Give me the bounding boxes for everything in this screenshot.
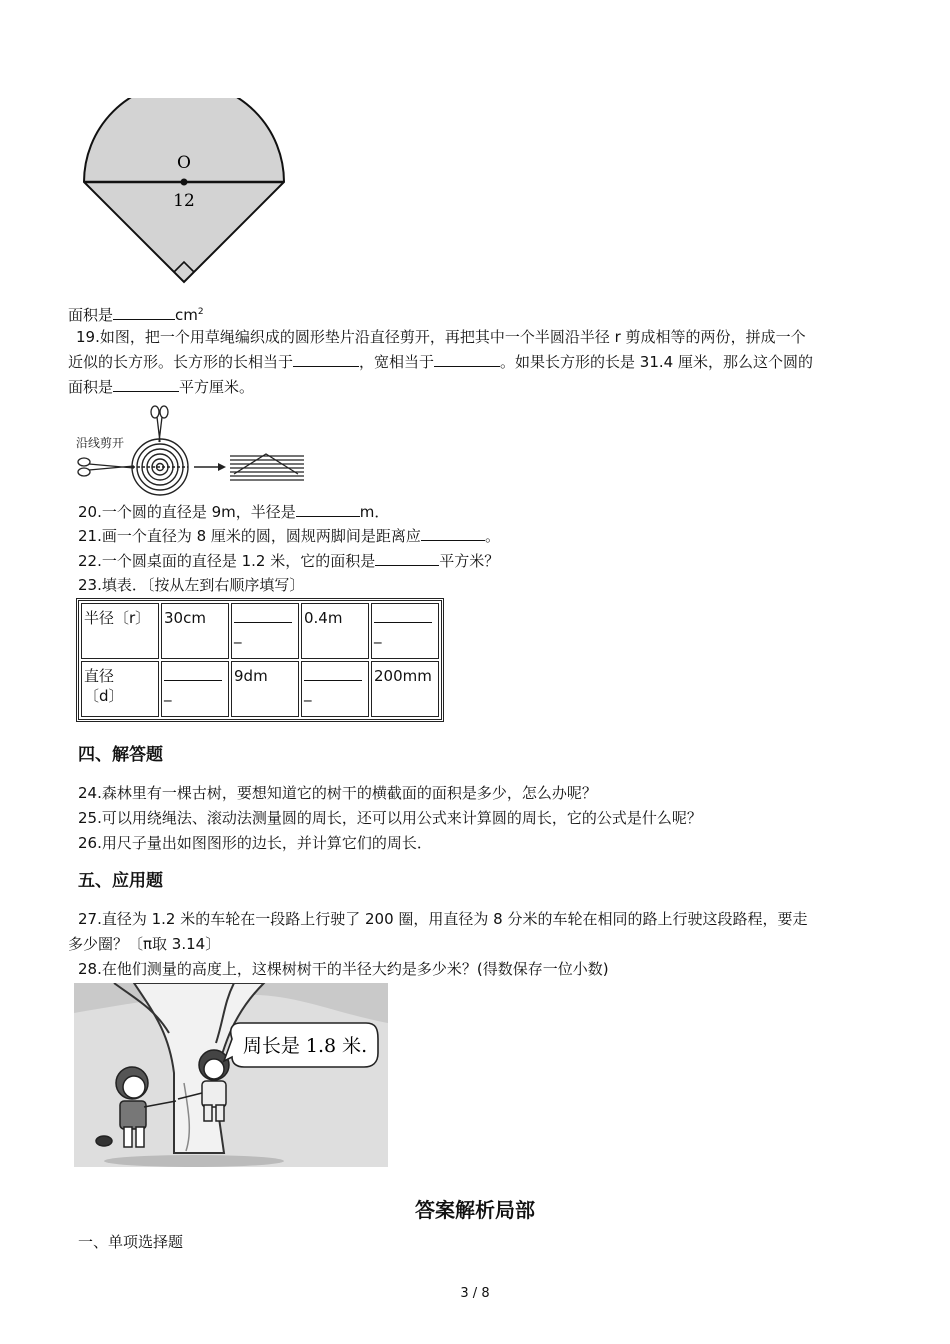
answer-blank[interactable] [375, 551, 439, 566]
table-cell: 0.4m [301, 603, 369, 659]
rectangle-strips-icon [230, 454, 304, 480]
bubble-text: 周长是 1.8 米. [242, 1035, 368, 1057]
table-cell[interactable]: _ [231, 603, 299, 659]
answer-blank[interactable] [374, 608, 432, 623]
tree-measure-figure [74, 983, 388, 1167]
answer-blank[interactable] [434, 352, 500, 367]
mat-cut-figure [76, 402, 311, 498]
answer-subtitle: 一、单项选择题 [78, 1233, 184, 1251]
table-row [81, 661, 439, 717]
q23-text: 23.填表．〔按从左到右顺序填写〕 [78, 576, 305, 594]
table-cell: 直径 〔d〕 [81, 661, 159, 717]
answer-title: 答案解析局部 [415, 1198, 535, 1222]
arrow-right-icon [194, 463, 226, 471]
table-cell: 200mm [371, 661, 439, 717]
answer-blank[interactable] [113, 305, 175, 320]
q21: 21.画一个直径为 8 厘米的圆，圆规两脚间是距离应 。 [78, 527, 500, 545]
answer-blank[interactable] [421, 526, 485, 541]
section-4-title: 四、解答题 [78, 745, 163, 765]
q26: 26.用尺子量出如图图形的边长，并计算它们的周长． [78, 834, 432, 852]
table-cell: 半径〔r〕 [81, 603, 159, 659]
scissors-top-icon [151, 406, 168, 442]
q27-line2: 多少圈？〔π取 3.14〕 [68, 935, 221, 953]
page-number: 3 / 8 [460, 1286, 490, 1301]
cut-label: 沿线剪开 [76, 436, 125, 450]
speech-bubble [224, 1023, 378, 1067]
table-cell: 9dm [231, 661, 299, 717]
answer-blank[interactable] [164, 666, 222, 681]
answer-blank[interactable] [304, 666, 362, 681]
semicircle-triangle-figure [76, 98, 296, 288]
answer-blank[interactable] [293, 352, 359, 367]
q28: 28.在他们测量的高度上，这棵树树干的半径大约是多少米？(得数保存一位小数) [78, 960, 609, 978]
q19-line3: 面积是 平方厘米。 [68, 378, 255, 396]
q25: 25.可以用绕绳法、滚动法测量圆的周长，还可以用公式来计算圆的周长，它的公式是什么呢？ [78, 809, 702, 827]
rope-mat-icon [132, 439, 188, 495]
section-5-title: 五、应用题 [78, 871, 163, 891]
q22: 22.一个圆桌面的直径是 1.2 米，它的面积是 平方米？ [78, 552, 500, 570]
answer-blank[interactable] [296, 502, 360, 517]
q27-line1: 27.直径为 1.2 米的车轮在一段路上行驶了 200 圈，用直径为 8 分米的车轮在相同的路上行驶这段路程，要走 [78, 910, 808, 928]
center-label: O [177, 153, 191, 173]
table-cell: 30cm [161, 603, 229, 659]
q20: 20.一个圆的直径是 9m，半径是 m． [78, 503, 390, 521]
q24: 24.森林里有一棵古树，要想知道它的树干的横截面的面积是多少，怎么办呢？ [78, 784, 597, 802]
table-cell[interactable]: _ [371, 603, 439, 659]
answer-blank[interactable] [234, 608, 292, 623]
q19-line2: 近似的长方形。长方形的长相当于 ，宽相当于 。如果长方形的长是 31.4 厘米，那么这个圆的 [68, 353, 813, 371]
table-row [81, 603, 439, 659]
radius-diameter-table [76, 598, 444, 722]
q18-area-line: 面积是 $cm^2$ [68, 306, 204, 324]
answer-blank[interactable] [113, 377, 179, 392]
scissors-icon [78, 458, 134, 476]
diameter-label: 12 [173, 191, 195, 211]
table-cell[interactable]: _ [301, 661, 369, 717]
table-cell[interactable]: _ [161, 661, 229, 717]
q19-line1: 19.如图，把一个用草绳编织成的圆形垫片沿直径剪开，再把其中一个半圆沿半径 r 剪成相等的两份，拼成一个 [76, 328, 806, 346]
